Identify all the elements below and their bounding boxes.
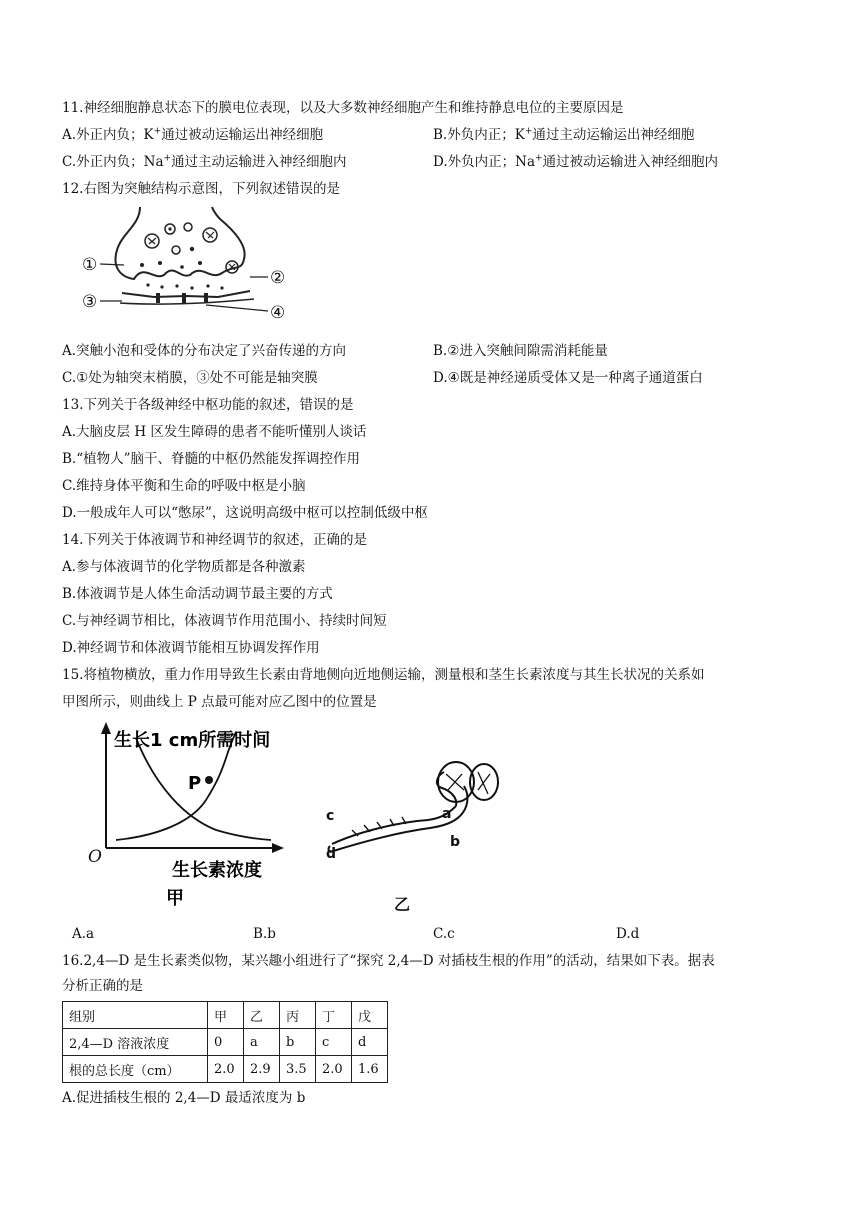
q13-option-b: B.“植物人”脑干、脊髓的中枢仍然能发挥调控作用 bbox=[62, 451, 361, 467]
table-cell: 1.6 bbox=[352, 1056, 388, 1083]
table-cell: 2,4—D 溶液浓度 bbox=[63, 1029, 208, 1056]
figure-jia-caption: 甲 bbox=[166, 888, 184, 909]
table-cell: 3.5 bbox=[280, 1056, 316, 1083]
q16-stem-line-1: 16.2,4—D 是生长素类似物，某兴趣小组进行了“探究 2,4—D 对插枝生根的作用”的活动，结果如下表。据表 bbox=[62, 953, 715, 969]
q15-option-c: C.c bbox=[433, 926, 455, 942]
table-header-cell: 丁 bbox=[316, 1002, 352, 1029]
q14-option-b: B.体液调节是人体生命活动调节最主要的方式 bbox=[62, 586, 333, 602]
table-row bbox=[63, 1029, 388, 1056]
q14-option-c: C.与神经调节相比，体液调节作用范围小、持续时间短 bbox=[62, 613, 387, 629]
q11-option-a: A.外正内负；K+通过被动运输运出神经细胞 bbox=[62, 126, 324, 143]
q13-option-c: C.维持身体平衡和生命的呼吸中枢是小脑 bbox=[62, 478, 306, 494]
q12-option-d: D.④既是神经递质受体又是一种离子通道蛋白 bbox=[433, 370, 703, 386]
figure-yi-label-a: a bbox=[442, 806, 452, 822]
table-header-cell: 戊 bbox=[352, 1002, 388, 1029]
synapse-label-3: ③ bbox=[82, 292, 98, 312]
q15-option-a: A.a bbox=[72, 926, 95, 942]
figure-yi-label-b: b bbox=[450, 834, 461, 850]
table-header-row bbox=[63, 1002, 388, 1029]
figure-jia-origin: O bbox=[88, 847, 102, 867]
q15-option-b: B.b bbox=[253, 926, 276, 942]
q14-option-a: A.参与体液调节的化学物质都是各种激素 bbox=[62, 559, 306, 575]
synapse-diagram bbox=[82, 205, 312, 327]
figure-jia-ylabel: 生长1 cm所需时间 bbox=[114, 730, 271, 751]
q12-stem: 12.右图为突触结构示意图，下列叙述错误的是 bbox=[62, 181, 340, 197]
q14-stem: 14.下列关于体液调节和神经调节的叙述，正确的是 bbox=[62, 532, 367, 548]
table-cell: 根的总长度（cm） bbox=[63, 1056, 208, 1083]
table-row bbox=[63, 1056, 388, 1083]
q11-option-b: B.外负内正；K+通过主动运输运出神经细胞 bbox=[433, 126, 695, 143]
q13-option-d: D.一般成年人可以“憋尿”，这说明高级中枢可以控制低级中枢 bbox=[62, 505, 428, 521]
figure-jia-xlabel: 生长素浓度 bbox=[172, 860, 262, 881]
q14-option-d: D.神经调节和体液调节能相互协调发挥作用 bbox=[62, 640, 320, 656]
figure-yi-label-c: c bbox=[326, 808, 335, 824]
synapse-label-2: ② bbox=[270, 268, 286, 288]
table-cell: b bbox=[280, 1029, 316, 1056]
table-cell: 2.0 bbox=[208, 1056, 244, 1083]
table-header-cell: 乙 bbox=[244, 1002, 280, 1029]
synapse-label-1: ① bbox=[82, 255, 98, 275]
q13-stem: 13.下列关于各级神经中枢功能的叙述，错误的是 bbox=[62, 397, 354, 413]
q13-option-a: A.大脑皮层 H 区发生障碍的患者不能听懂别人谈话 bbox=[62, 424, 367, 440]
q16-option-a: A.促进插枝生根的 2,4—D 最适浓度为 b bbox=[62, 1090, 306, 1106]
q15-stem-line-1: 15.将植物横放，重力作用导致生长素由背地侧向近地侧运输，测量根和茎生长素浓度与其生长状况的关系如 bbox=[62, 667, 705, 683]
q16-results-table bbox=[62, 1001, 388, 1083]
q12-option-c: C.①处为轴突末梢膜，③处不可能是轴突膜 bbox=[62, 370, 318, 386]
synapse-label-4: ④ bbox=[270, 303, 286, 323]
table-cell: c bbox=[316, 1029, 352, 1056]
table-header-cell: 丙 bbox=[280, 1002, 316, 1029]
q15-option-d: D.d bbox=[616, 926, 640, 942]
figure-yi-label-d: d bbox=[326, 846, 337, 862]
table-cell: a bbox=[244, 1029, 280, 1056]
q12-option-a: A.突触小泡和受体的分布决定了兴奋传递的方向 bbox=[62, 343, 347, 359]
figure-yi-caption: 乙 bbox=[394, 895, 411, 914]
table-cell: 2.9 bbox=[244, 1056, 280, 1083]
table-header-cell: 甲 bbox=[208, 1002, 244, 1029]
figure-jia-graph bbox=[66, 718, 316, 914]
q11-stem: 11.神经细胞静息状态下的膜电位表现，以及大多数神经细胞产生和维持静息电位的主要原因是 bbox=[62, 100, 624, 116]
figure-yi-plant bbox=[318, 760, 538, 918]
q15-stem-line-2: 甲图所示，则曲线上 P 点最可能对应乙图中的位置是 bbox=[62, 694, 377, 710]
q11-option-c: C.外正内负；Na+通过主动运输进入神经细胞内 bbox=[62, 153, 347, 170]
table-cell: 0 bbox=[208, 1029, 244, 1056]
table-cell: 2.0 bbox=[316, 1056, 352, 1083]
table-cell: d bbox=[352, 1029, 388, 1056]
q11-option-d: D.外负内正；Na+通过被动运输进入神经细胞内 bbox=[433, 153, 719, 170]
q12-option-b: B.②进入突触间隙需消耗能量 bbox=[433, 343, 608, 359]
q16-stem-line-2: 分析正确的是 bbox=[62, 978, 143, 994]
figure-jia-point-label: P bbox=[188, 773, 202, 794]
table-header-cell: 组别 bbox=[63, 1002, 208, 1029]
